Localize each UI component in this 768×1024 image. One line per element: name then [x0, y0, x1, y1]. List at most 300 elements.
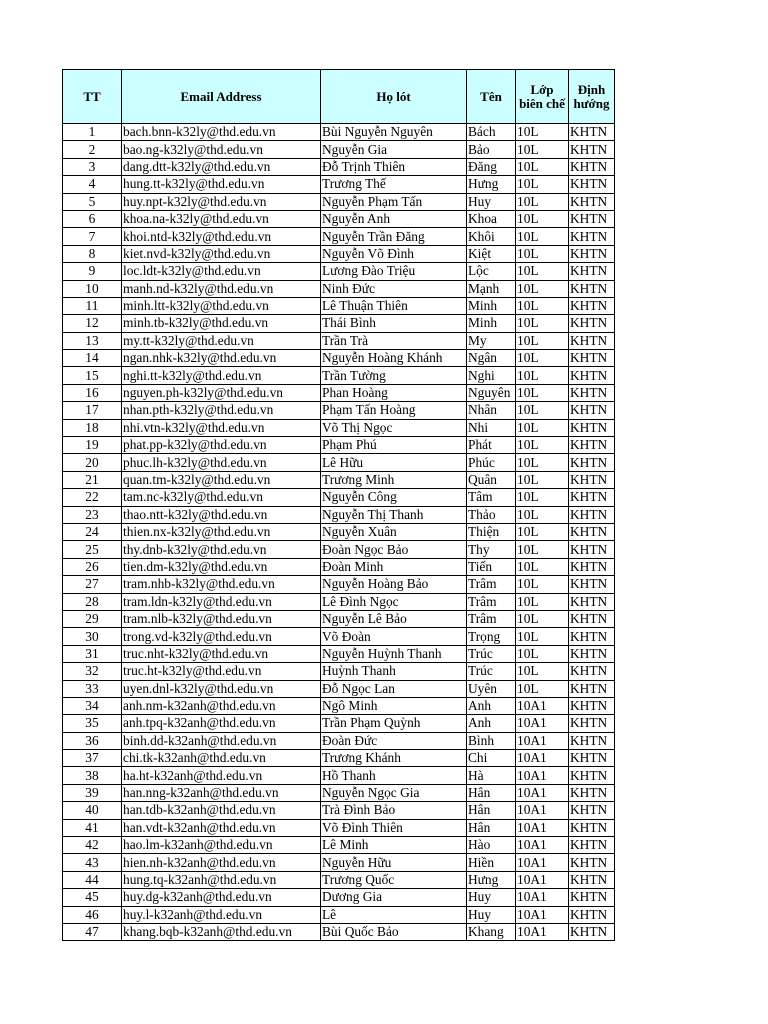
email-cell: tram.nlb-k32ly@thd.edu.vn	[122, 610, 321, 627]
table-row	[63, 158, 615, 175]
dinh-huong-cell: KHTN	[569, 523, 615, 540]
table-row	[63, 228, 615, 245]
lop-cell: 10L	[516, 350, 569, 367]
ho-lot-cell: Bùi Nguyễn Nguyên	[321, 124, 467, 141]
lop-cell: 10A1	[516, 854, 569, 871]
lop-cell: 10L	[516, 489, 569, 506]
header-ho-lot: Họ lót	[321, 70, 467, 124]
row-number: 42	[63, 837, 122, 854]
email-cell: truc.nht-k32ly@thd.edu.vn	[122, 645, 321, 662]
table-row	[63, 906, 615, 923]
lop-cell: 10A1	[516, 697, 569, 714]
lop-cell: 10A1	[516, 784, 569, 801]
lop-cell: 10L	[516, 176, 569, 193]
email-cell: nguyen.ph-k32ly@thd.edu.vn	[122, 384, 321, 401]
dinh-huong-cell: KHTN	[569, 506, 615, 523]
email-cell: khoa.na-k32ly@thd.edu.vn	[122, 210, 321, 227]
row-number: 1	[63, 124, 122, 141]
table-row	[63, 245, 615, 262]
table-row	[63, 558, 615, 575]
ten-cell: Anh	[467, 715, 516, 732]
ten-cell: Hà	[467, 767, 516, 784]
lop-cell: 10L	[516, 297, 569, 314]
table-row	[63, 384, 615, 401]
email-cell: ha.ht-k32anh@thd.edu.vn	[122, 767, 321, 784]
row-number: 15	[63, 367, 122, 384]
email-cell: ngan.nhk-k32ly@thd.edu.vn	[122, 350, 321, 367]
email-cell: tram.nhb-k32ly@thd.edu.vn	[122, 576, 321, 593]
email-cell: thy.dnb-k32ly@thd.edu.vn	[122, 541, 321, 558]
lop-cell: 10L	[516, 367, 569, 384]
table-row	[63, 854, 615, 871]
table-row	[63, 454, 615, 471]
ho-lot-cell: Nguyễn Thị Thanh	[321, 506, 467, 523]
ho-lot-cell: Nguyễn Công	[321, 489, 467, 506]
email-cell: huy.npt-k32ly@thd.edu.vn	[122, 193, 321, 210]
email-cell: anh.nm-k32anh@thd.edu.vn	[122, 697, 321, 714]
ten-cell: Đăng	[467, 158, 516, 175]
ho-lot-cell: Trương Quốc	[321, 871, 467, 888]
ten-cell: Trâm	[467, 576, 516, 593]
email-cell: kiet.nvd-k32ly@thd.edu.vn	[122, 245, 321, 262]
table-row	[63, 176, 615, 193]
ten-cell: Minh	[467, 297, 516, 314]
dinh-huong-cell: KHTN	[569, 176, 615, 193]
dinh-huong-cell: KHTN	[569, 471, 615, 488]
ten-cell: Anh	[467, 697, 516, 714]
table-row	[63, 297, 615, 314]
ten-cell: Hưng	[467, 871, 516, 888]
row-number: 30	[63, 628, 122, 645]
table-row	[63, 367, 615, 384]
ho-lot-cell: Nguyễn Lê Bảo	[321, 610, 467, 627]
ho-lot-cell: Võ Thị Ngọc	[321, 419, 467, 436]
lop-cell: 10L	[516, 158, 569, 175]
row-number: 28	[63, 593, 122, 610]
table-row	[63, 889, 615, 906]
email-cell: bach.bnn-k32ly@thd.edu.vn	[122, 124, 321, 141]
email-cell: tien.dm-k32ly@thd.edu.vn	[122, 558, 321, 575]
dinh-huong-cell: KHTN	[569, 802, 615, 819]
email-cell: hung.tt-k32ly@thd.edu.vn	[122, 176, 321, 193]
table-row	[63, 541, 615, 558]
ho-lot-cell: Lê	[321, 906, 467, 923]
ten-cell: Huy	[467, 889, 516, 906]
header-ten: Tên	[467, 70, 516, 124]
table-row	[63, 419, 615, 436]
lop-cell: 10A1	[516, 906, 569, 923]
ten-cell: Thiện	[467, 523, 516, 540]
ho-lot-cell: Huỳnh Thanh	[321, 663, 467, 680]
table-row	[63, 593, 615, 610]
row-number: 34	[63, 697, 122, 714]
ten-cell: Kiệt	[467, 245, 516, 262]
table-row	[63, 750, 615, 767]
row-number: 16	[63, 384, 122, 401]
dinh-huong-cell: KHTN	[569, 871, 615, 888]
row-number: 14	[63, 350, 122, 367]
dinh-huong-cell: KHTN	[569, 402, 615, 419]
table-row	[63, 697, 615, 714]
row-number: 17	[63, 402, 122, 419]
header-row	[63, 70, 615, 124]
lop-cell: 10L	[516, 315, 569, 332]
email-cell: trong.vd-k32ly@thd.edu.vn	[122, 628, 321, 645]
email-cell: minh.ltt-k32ly@thd.edu.vn	[122, 297, 321, 314]
row-number: 5	[63, 193, 122, 210]
email-cell: manh.nd-k32ly@thd.edu.vn	[122, 280, 321, 297]
dinh-huong-cell: KHTN	[569, 628, 615, 645]
row-number: 10	[63, 280, 122, 297]
ho-lot-cell: Trần Tường	[321, 367, 467, 384]
row-number: 38	[63, 767, 122, 784]
lop-cell: 10A1	[516, 871, 569, 888]
ten-cell: Chi	[467, 750, 516, 767]
lop-cell: 10L	[516, 141, 569, 158]
dinh-huong-cell: KHTN	[569, 280, 615, 297]
dinh-huong-cell: KHTN	[569, 558, 615, 575]
dinh-huong-cell: KHTN	[569, 350, 615, 367]
dinh-huong-cell: KHTN	[569, 454, 615, 471]
table-header	[63, 70, 615, 124]
lop-cell: 10L	[516, 210, 569, 227]
dinh-huong-cell: KHTN	[569, 645, 615, 662]
dinh-huong-cell: KHTN	[569, 193, 615, 210]
dinh-huong-cell: KHTN	[569, 419, 615, 436]
ho-lot-cell: Hồ Thanh	[321, 767, 467, 784]
dinh-huong-cell: KHTN	[569, 315, 615, 332]
ten-cell: Phát	[467, 437, 516, 454]
lop-cell: 10A1	[516, 767, 569, 784]
ten-cell: Bách	[467, 124, 516, 141]
ten-cell: Hân	[467, 784, 516, 801]
ho-lot-cell: Bùi Quốc Bảo	[321, 923, 467, 940]
ten-cell: Bảo	[467, 141, 516, 158]
ho-lot-cell: Ninh Đức	[321, 280, 467, 297]
row-number: 45	[63, 889, 122, 906]
lop-cell: 10A1	[516, 750, 569, 767]
ten-cell: Lộc	[467, 263, 516, 280]
ho-lot-cell: Dương Gia	[321, 889, 467, 906]
ho-lot-cell: Lê Hữu	[321, 454, 467, 471]
row-number: 44	[63, 871, 122, 888]
row-number: 8	[63, 245, 122, 262]
row-number: 18	[63, 419, 122, 436]
row-number: 2	[63, 141, 122, 158]
ten-cell: Tâm	[467, 489, 516, 506]
email-cell: anh.tpq-k32anh@thd.edu.vn	[122, 715, 321, 732]
table-row	[63, 680, 615, 697]
table-row	[63, 141, 615, 158]
email-cell: hao.lm-k32anh@thd.edu.vn	[122, 837, 321, 854]
dinh-huong-cell: KHTN	[569, 332, 615, 349]
ho-lot-cell: Nguyễn Huỳnh Thanh	[321, 645, 467, 662]
lop-cell: 10L	[516, 280, 569, 297]
ten-cell: Hân	[467, 819, 516, 836]
row-number: 13	[63, 332, 122, 349]
header-dinh-huong: Định hướng	[569, 70, 615, 124]
table-row	[63, 610, 615, 627]
ho-lot-cell: Nguyễn Xuân	[321, 523, 467, 540]
ho-lot-cell: Đoàn Đức	[321, 732, 467, 749]
table-row	[63, 837, 615, 854]
lop-cell: 10L	[516, 541, 569, 558]
ho-lot-cell: Lê Thuận Thiên	[321, 297, 467, 314]
row-number: 20	[63, 454, 122, 471]
ten-cell: Khoa	[467, 210, 516, 227]
table-row	[63, 332, 615, 349]
row-number: 36	[63, 732, 122, 749]
email-cell: hien.nh-k32anh@thd.edu.vn	[122, 854, 321, 871]
lop-cell: 10L	[516, 124, 569, 141]
row-number: 22	[63, 489, 122, 506]
email-cell: dang.dtt-k32ly@thd.edu.vn	[122, 158, 321, 175]
dinh-huong-cell: KHTN	[569, 837, 615, 854]
email-cell: khoi.ntd-k32ly@thd.edu.vn	[122, 228, 321, 245]
lop-cell: 10A1	[516, 837, 569, 854]
ten-cell: Nguyên	[467, 384, 516, 401]
lop-cell: 10L	[516, 593, 569, 610]
ho-lot-cell: Trương Minh	[321, 471, 467, 488]
table-row	[63, 193, 615, 210]
lop-cell: 10A1	[516, 923, 569, 940]
row-number: 39	[63, 784, 122, 801]
row-number: 46	[63, 906, 122, 923]
dinh-huong-cell: KHTN	[569, 245, 615, 262]
lop-cell: 10L	[516, 419, 569, 436]
ten-cell: Tiến	[467, 558, 516, 575]
email-cell: minh.tb-k32ly@thd.edu.vn	[122, 315, 321, 332]
table-row	[63, 506, 615, 523]
ho-lot-cell: Nguyễn Anh	[321, 210, 467, 227]
ho-lot-cell: Lê Đình Ngọc	[321, 593, 467, 610]
email-cell: chi.tk-k32anh@thd.edu.vn	[122, 750, 321, 767]
ho-lot-cell: Phạm Tấn Hoàng	[321, 402, 467, 419]
dinh-huong-cell: KHTN	[569, 228, 615, 245]
ho-lot-cell: Võ Đình Thiên	[321, 819, 467, 836]
ten-cell: Trâm	[467, 610, 516, 627]
ten-cell: Nhi	[467, 419, 516, 436]
email-cell: my.tt-k32ly@thd.edu.vn	[122, 332, 321, 349]
ten-cell: Trâm	[467, 593, 516, 610]
ho-lot-cell: Trương Thế	[321, 176, 467, 193]
table-row	[63, 645, 615, 662]
dinh-huong-cell: KHTN	[569, 297, 615, 314]
lop-cell: 10L	[516, 384, 569, 401]
ho-lot-cell: Phạm Phú	[321, 437, 467, 454]
row-number: 4	[63, 176, 122, 193]
dinh-huong-cell: KHTN	[569, 593, 615, 610]
row-number: 32	[63, 663, 122, 680]
row-number: 12	[63, 315, 122, 332]
lop-cell: 10A1	[516, 889, 569, 906]
table-row	[63, 280, 615, 297]
email-cell: tam.nc-k32ly@thd.edu.vn	[122, 489, 321, 506]
table-row	[63, 784, 615, 801]
table-row	[63, 715, 615, 732]
ten-cell: Bình	[467, 732, 516, 749]
table-row	[63, 871, 615, 888]
header-lop-bien-che: Lớp biên chế	[516, 70, 569, 124]
ten-cell: Nhân	[467, 402, 516, 419]
email-cell: huy.dg-k32anh@thd.edu.vn	[122, 889, 321, 906]
dinh-huong-cell: KHTN	[569, 541, 615, 558]
student-table	[62, 69, 615, 941]
email-cell: huy.l-k32anh@thd.edu.vn	[122, 906, 321, 923]
ten-cell: Khang	[467, 923, 516, 940]
table-row	[63, 767, 615, 784]
email-cell: han.nng-k32anh@thd.edu.vn	[122, 784, 321, 801]
ho-lot-cell: Nguyễn Hoàng Khánh	[321, 350, 467, 367]
email-cell: quan.tm-k32ly@thd.edu.vn	[122, 471, 321, 488]
ten-cell: Mạnh	[467, 280, 516, 297]
email-cell: truc.ht-k32ly@thd.edu.vn	[122, 663, 321, 680]
row-number: 3	[63, 158, 122, 175]
row-number: 37	[63, 750, 122, 767]
dinh-huong-cell: KHTN	[569, 750, 615, 767]
ho-lot-cell: Lương Đào Triệu	[321, 263, 467, 280]
ten-cell: Hiền	[467, 854, 516, 871]
ho-lot-cell: Phan Hoàng	[321, 384, 467, 401]
lop-cell: 10L	[516, 437, 569, 454]
row-number: 40	[63, 802, 122, 819]
table-row	[63, 628, 615, 645]
dinh-huong-cell: KHTN	[569, 437, 615, 454]
dinh-huong-cell: KHTN	[569, 784, 615, 801]
dinh-huong-cell: KHTN	[569, 923, 615, 940]
table-row	[63, 489, 615, 506]
ten-cell: Trúc	[467, 645, 516, 662]
table-row	[63, 124, 615, 141]
row-number: 47	[63, 923, 122, 940]
lop-cell: 10L	[516, 332, 569, 349]
ho-lot-cell: Lê Minh	[321, 837, 467, 854]
table-row	[63, 732, 615, 749]
table-row	[63, 576, 615, 593]
row-number: 27	[63, 576, 122, 593]
lop-cell: 10L	[516, 663, 569, 680]
dinh-huong-cell: KHTN	[569, 663, 615, 680]
row-number: 11	[63, 297, 122, 314]
row-number: 23	[63, 506, 122, 523]
lop-cell: 10L	[516, 402, 569, 419]
ho-lot-cell: Trần Phạm Quỳnh	[321, 715, 467, 732]
ten-cell: Phúc	[467, 454, 516, 471]
email-cell: khang.bqb-k32anh@thd.edu.vn	[122, 923, 321, 940]
ho-lot-cell: Trà Đình Bảo	[321, 802, 467, 819]
table-row	[63, 210, 615, 227]
row-number: 21	[63, 471, 122, 488]
ho-lot-cell: Trương Khánh	[321, 750, 467, 767]
ho-lot-cell: Nguyễn Gia	[321, 141, 467, 158]
lop-cell: 10A1	[516, 819, 569, 836]
table-body	[63, 124, 615, 941]
ho-lot-cell: Đoàn Minh	[321, 558, 467, 575]
row-number: 9	[63, 263, 122, 280]
ho-lot-cell: Nguyễn Hoàng Bảo	[321, 576, 467, 593]
dinh-huong-cell: KHTN	[569, 819, 615, 836]
ho-lot-cell: Võ Đoàn	[321, 628, 467, 645]
email-cell: han.tdb-k32anh@thd.edu.vn	[122, 802, 321, 819]
dinh-huong-cell: KHTN	[569, 732, 615, 749]
table-row	[63, 263, 615, 280]
ho-lot-cell: Đoàn Ngọc Bảo	[321, 541, 467, 558]
dinh-huong-cell: KHTN	[569, 767, 615, 784]
email-cell: thao.ntt-k32ly@thd.edu.vn	[122, 506, 321, 523]
ho-lot-cell: Đỗ Trịnh Thiên	[321, 158, 467, 175]
ten-cell: Quân	[467, 471, 516, 488]
lop-cell: 10L	[516, 523, 569, 540]
lop-cell: 10L	[516, 454, 569, 471]
dinh-huong-cell: KHTN	[569, 854, 615, 871]
lop-cell: 10A1	[516, 802, 569, 819]
dinh-huong-cell: KHTN	[569, 715, 615, 732]
row-number: 7	[63, 228, 122, 245]
ho-lot-cell: Nguyễn Hữu	[321, 854, 467, 871]
ho-lot-cell: Nguyễn Phạm Tấn	[321, 193, 467, 210]
header-email: Email Address	[122, 70, 321, 124]
lop-cell: 10L	[516, 471, 569, 488]
ho-lot-cell: Trần Trà	[321, 332, 467, 349]
row-number: 31	[63, 645, 122, 662]
table-row	[63, 819, 615, 836]
dinh-huong-cell: KHTN	[569, 889, 615, 906]
lop-cell: 10L	[516, 245, 569, 262]
row-number: 26	[63, 558, 122, 575]
email-cell: nhan.pth-k32ly@thd.edu.vn	[122, 402, 321, 419]
dinh-huong-cell: KHTN	[569, 906, 615, 923]
table-row	[63, 437, 615, 454]
row-number: 33	[63, 680, 122, 697]
ten-cell: Huy	[467, 906, 516, 923]
ho-lot-cell: Nguyễn Ngọc Gia	[321, 784, 467, 801]
ten-cell: My	[467, 332, 516, 349]
email-cell: phuc.lh-k32ly@thd.edu.vn	[122, 454, 321, 471]
lop-cell: 10L	[516, 680, 569, 697]
email-cell: binh.dd-k32anh@thd.edu.vn	[122, 732, 321, 749]
dinh-huong-cell: KHTN	[569, 384, 615, 401]
ten-cell: Ngân	[467, 350, 516, 367]
lop-cell: 10L	[516, 193, 569, 210]
lop-cell: 10L	[516, 506, 569, 523]
ten-cell: Trúc	[467, 663, 516, 680]
ten-cell: Hưng	[467, 176, 516, 193]
table-row	[63, 350, 615, 367]
row-number: 35	[63, 715, 122, 732]
dinh-huong-cell: KHTN	[569, 489, 615, 506]
lop-cell: 10L	[516, 558, 569, 575]
dinh-huong-cell: KHTN	[569, 680, 615, 697]
row-number: 41	[63, 819, 122, 836]
ten-cell: Thảo	[467, 506, 516, 523]
email-cell: uyen.dnl-k32ly@thd.edu.vn	[122, 680, 321, 697]
email-cell: loc.ldt-k32ly@thd.edu.vn	[122, 263, 321, 280]
lop-cell: 10L	[516, 228, 569, 245]
dinh-huong-cell: KHTN	[569, 610, 615, 627]
ho-lot-cell: Nguyễn Võ Đình	[321, 245, 467, 262]
table-row	[63, 402, 615, 419]
table-row	[63, 663, 615, 680]
ho-lot-cell: Thái Bình	[321, 315, 467, 332]
header-tt: TT	[63, 70, 122, 124]
email-cell: phat.pp-k32ly@thd.edu.vn	[122, 437, 321, 454]
email-cell: nghi.tt-k32ly@thd.edu.vn	[122, 367, 321, 384]
ho-lot-cell: Đỗ Ngọc Lan	[321, 680, 467, 697]
lop-cell: 10A1	[516, 732, 569, 749]
email-cell: bao.ng-k32ly@thd.edu.vn	[122, 141, 321, 158]
ten-cell: Huy	[467, 193, 516, 210]
table-row	[63, 315, 615, 332]
